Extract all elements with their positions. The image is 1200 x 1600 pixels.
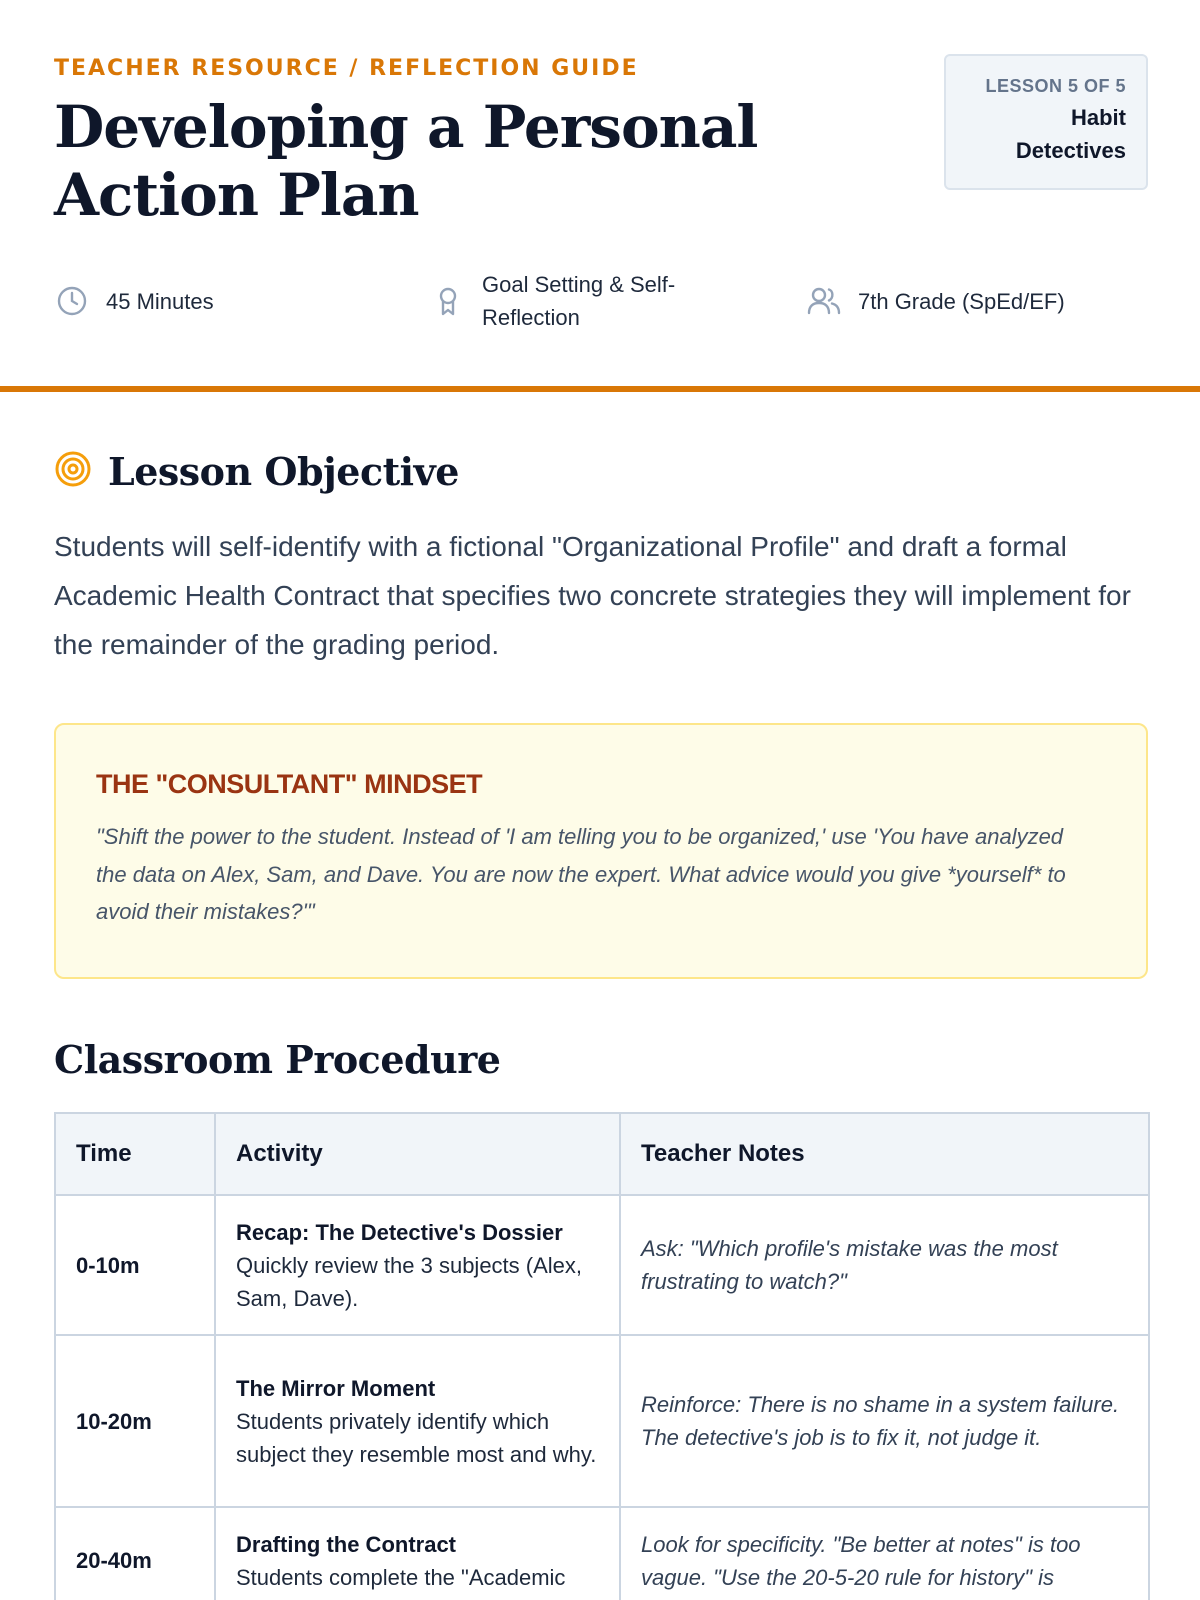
activity-cell bbox=[215, 1335, 620, 1507]
column-header-notes: Teacher Notes bbox=[620, 1113, 1149, 1195]
procedure-table bbox=[54, 1112, 1150, 1600]
topic-text: Goal Setting & Self-Reflection bbox=[482, 272, 676, 330]
award-ribbon-icon bbox=[430, 283, 466, 319]
consultant-callout bbox=[54, 723, 1148, 979]
activity-title: Drafting the Contract bbox=[236, 1532, 456, 1557]
duration-text: 45 Minutes bbox=[106, 288, 214, 314]
table-row bbox=[55, 1335, 1149, 1507]
eyebrow-label: TEACHER RESOURCE / REFLECTION GUIDE bbox=[54, 56, 639, 81]
notes-cell: Reinforce: There is no shame in a system failure. The detective's job is to fix it, not judge it. bbox=[620, 1335, 1149, 1507]
time-cell: 0-10m bbox=[55, 1195, 215, 1335]
activity-title: The Mirror Moment bbox=[236, 1375, 436, 1401]
table-row bbox=[55, 1507, 1149, 1600]
objective-header bbox=[54, 448, 1146, 494]
header-divider bbox=[0, 386, 1200, 392]
activity-description: Students privately identify which subject they resemble most and why. bbox=[236, 1408, 597, 1467]
lesson-meta bbox=[54, 266, 1146, 336]
activity-cell bbox=[215, 1195, 620, 1335]
audience-text: 7th Grade (SpEd/EF) bbox=[858, 288, 1065, 314]
table-row bbox=[55, 1195, 1149, 1335]
notes-cell: Ask: "Which profile's mistake was the most frustrating to watch?" bbox=[620, 1195, 1149, 1335]
objective-heading: Lesson Objective bbox=[108, 448, 459, 494]
procedure-heading: Classroom Procedure bbox=[54, 1037, 501, 1082]
callout-quote: "Shift the power to the student. Instead of 'I am telling you to be organized,' use 'You have analyzed the data on Alex, Sam, and Dave. You are now the expert. What advice would you give *yourself* to avoid their mistakes?'" bbox=[96, 824, 1066, 924]
meta-topic bbox=[430, 266, 722, 336]
time-cell: 20-40m bbox=[55, 1507, 215, 1600]
activity-cell bbox=[215, 1507, 620, 1600]
lesson-badge bbox=[944, 54, 1148, 190]
callout-title: THE "CONSULTANT" MINDSET bbox=[96, 769, 483, 799]
page-header bbox=[0, 0, 1200, 388]
column-header-activity: Activity bbox=[215, 1113, 620, 1195]
lesson-number: LESSON 5 OF 5 bbox=[985, 76, 1126, 96]
time-cell: 10-20m bbox=[55, 1335, 215, 1507]
table-header-row bbox=[55, 1113, 1149, 1195]
activity-description: Students complete the "Academic bbox=[236, 1565, 566, 1590]
users-icon bbox=[806, 283, 842, 319]
activity-description: Quickly review the 3 subjects (Alex, Sam, Dave). bbox=[236, 1252, 583, 1311]
unit-name: Habit Detectives bbox=[1015, 105, 1126, 163]
column-header-time: Time bbox=[55, 1113, 215, 1195]
page-title: Developing a Personal Action Plan bbox=[54, 93, 758, 229]
target-icon bbox=[54, 450, 92, 493]
clock-icon bbox=[54, 283, 90, 319]
meta-duration bbox=[54, 266, 214, 336]
objective-text: Students will self-identify with a fictional "Organizational Profile" and draft a formal Academic Health Contract that specifies two concrete strategies they will implement for the remainder of the grading period. bbox=[54, 531, 1131, 660]
notes-cell: Look for specificity. "Be better at notes" is too vague. "Use the 20-5-20 rule for history" is bbox=[620, 1507, 1149, 1600]
main-content bbox=[0, 388, 1200, 1600]
meta-audience bbox=[806, 266, 1065, 336]
activity-title: Recap: The Detective's Dossier bbox=[236, 1219, 563, 1245]
